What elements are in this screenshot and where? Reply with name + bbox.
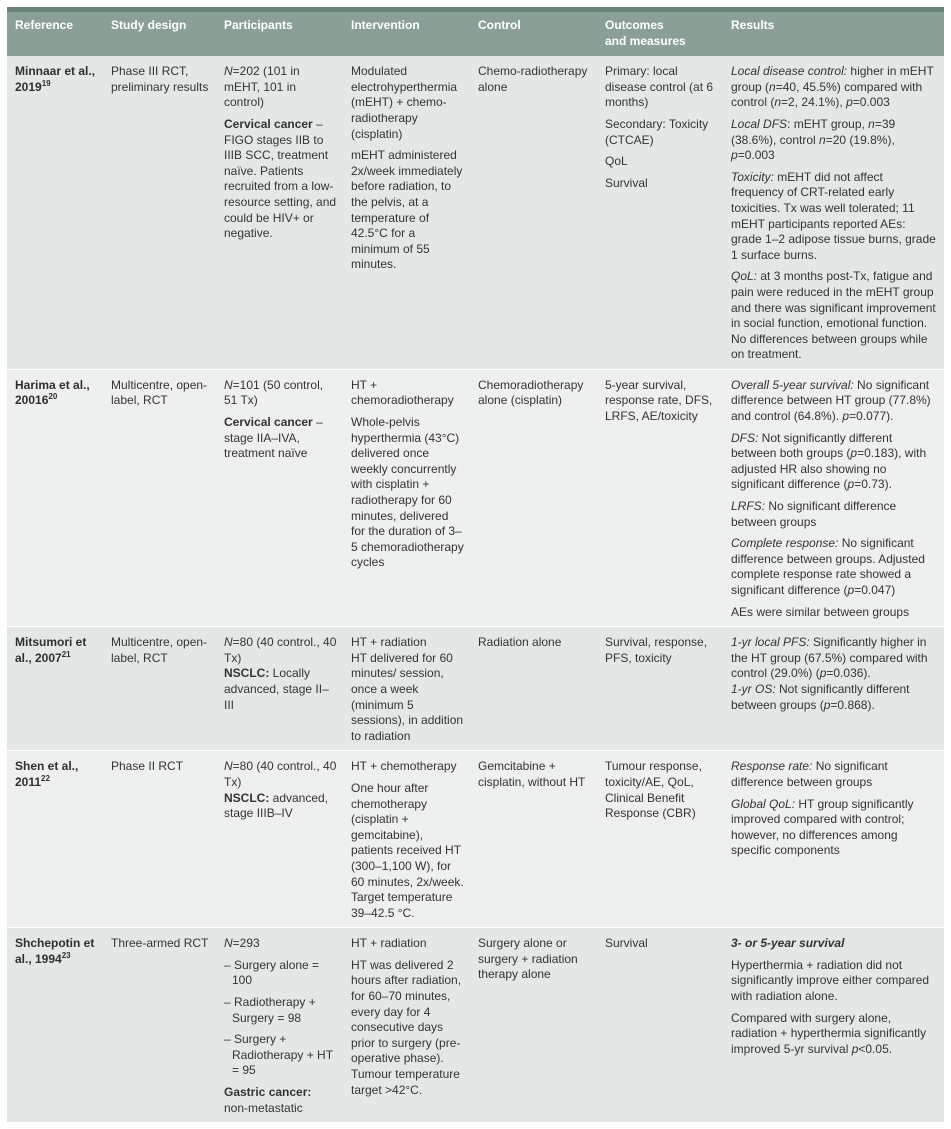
results-cell: 1-yr local PFS: Significantly higher in the HT group (67.5%) compared with control (29.0%) (p=0.036). 1-yr OS: Not significantly different between groups (p=0.868).	[731, 635, 928, 712]
outcomes-cell: Tumour response, toxicity/AE, QoL, Clinical Benefit Response (CBR)	[605, 759, 702, 821]
intervention-cell: HT + radiation HT was delivered 2 hours after radiation, for 60–70 minutes, every day for 4 consecutive days prior to surgery (pre-operative phase). Tumour temperature target >42°C.	[351, 936, 462, 1097]
table-header-row	[7, 10, 944, 57]
intervention-cell: HT + radiation HT delivered for 60 minutes/ session, once a week (minimum 5 sessions), in addition to radiation	[351, 635, 464, 743]
table-row	[7, 751, 944, 927]
participants-cell: N=293 – Surgery alone = 100 – Radiotherapy + Surgery = 98 – Surgery + Radiotherapy + HT = 95 Gastric cancer: non-metastatic	[224, 936, 333, 1115]
header-outcomes: Outcomes and measures	[605, 18, 686, 48]
design-cell: Multicentre, open-label, RCT	[111, 635, 208, 665]
outcomes-cell: Primary: local disease control (at 6 months) Secondary: Toxicity (CTCAE) QoL Survival	[605, 64, 714, 190]
design-cell: Phase II RCT	[111, 759, 184, 774]
control-cell: Surgery alone or surgery + radiation therapy alone	[478, 936, 578, 982]
control-cell: Chemoradiotherapy alone (cisplatin)	[478, 377, 584, 408]
reference-cell: Minnaar et al., 2019$^{19}$	[15, 64, 96, 94]
control-cell: Chemo-radiotherapy alone	[478, 64, 588, 94]
table-row	[7, 627, 944, 750]
results-cell: 3- or 5-year survival Hyperthermia + radiation did not significantly improve either compared with radiation alone. Compared with surgery alone, radiation + hyperthermia significantly improved 5-yr survival p<0.05.	[731, 936, 930, 1056]
table-row	[7, 928, 944, 1122]
reference-cell: Mitsumori et al., 2007$^{21}$	[15, 635, 87, 665]
header-intervention: Intervention	[351, 18, 420, 32]
participants-cell: N=80 (40 control., 40 Tx) NSCLC: advanced, stage IIIB–IV	[224, 759, 337, 821]
results-cell: Overall 5-year survival: No significant difference between HT group (77.8%) and control (64.8%). p=0.077). DFS: Not significantly different between both groups (p=0.183), with adjusted HR also showing no significant difference (p=0.73). LRFS: No significant difference between groups Complete response: No significant difference between groups. Adjusted complete response rate showed a significant difference (p=0.047) AEs were similar between groups	[731, 377, 931, 619]
reference-cell: Shchepotin et al., 1994$^{23}$	[15, 936, 95, 966]
header-study-design: Study design	[111, 18, 187, 32]
outcomes-cell: Survival, response, PFS, toxicity	[605, 635, 708, 665]
participants-cell: N=80 (40 control., 40 Tx) NSCLC: Locally advanced, stage II–III	[224, 635, 337, 712]
design-cell: Phase III RCT, preliminary results	[111, 64, 209, 94]
intervention-cell: HT + chemotherapy One hour after chemotherapy (cisplatin + gemcitabine), patients received HT (300–1,100 W), for 60 minutes, 2x/week. Target temperature 39–42.5 °C.	[351, 759, 464, 920]
intervention-cell: Modulated electrohyperthermia (mEHT) + chemo-radiotherapy (cisplatin) mEHT administered 2x/week immediately before radiation, to the pelvis, at a temperature of 42.5°C for a minimum of 55 minutes.	[351, 64, 463, 272]
header-reference: Reference	[15, 18, 74, 32]
design-cell: Multicentre, open-label, RCT	[111, 377, 208, 408]
study-table	[7, 7, 944, 1122]
outcomes-cell: Survival	[605, 936, 648, 951]
intervention-cell: HT + chemoradiotherapy Whole-pelvis hyperthermia (43°C) delivered once weekly concurrently with cisplatin + radiotherapy for 60 minutes, delivered for the duration of 3–5 chemoradiotherapy cycles	[351, 377, 464, 570]
header-results: Results	[731, 18, 775, 32]
control-cell: Gemcitabine + cisplatin, without HT	[478, 759, 586, 789]
header-participants: Participants	[224, 18, 293, 32]
reference-cell: Harima et al., 20016$^{20}$	[15, 377, 90, 408]
outcomes-cell: 5-year survival, response rate, DFS, LRFS, AE/toxicity	[605, 377, 713, 424]
results-cell: Local disease control: higher in mEHT group (n=40, 45.5%) compared with control (n=2, 24.1%), p=0.003 Local DFS: mEHT group, n=39 (38.6%), control n=20 (19.8%), p=0.003 Toxicity: mEHT did not affect frequency of CRT-related early toxicities. Tx was well tolerated; 11 mEHT participants reported AEs: grade 1–2 adipose tissue burns, grade 1 surface burns. QoL: at 3 months post-Tx, fatigue and pain were reduced in the mEHT group and there was significant improvement in social function, emotional function. No differences between groups while on treatment.	[731, 64, 936, 362]
results-cell: Response rate: No significant difference between groups Global QoL: HT group significantly improved compared with control; however, no differences among specific components	[731, 759, 914, 858]
participants-cell: N=101 (50 control, 51 Tx) Cervical cancer – stage IIA–IVA, treatment naïve	[224, 377, 324, 461]
table-row	[7, 370, 944, 626]
participants-cell: N=202 (101 in mEHT, 101 in control) Cervical cancer – FIGO stages IIB to IIIB SCC, treatment naïve. Patients recruited from a low-resource setting, and could be HIV+ or negative.	[224, 64, 337, 241]
header-control: Control	[478, 18, 521, 32]
reference-cell: Shen et al., 2011$^{22}$	[15, 759, 79, 789]
design-cell: Three-armed RCT	[111, 936, 209, 951]
control-cell: Radiation alone	[478, 635, 562, 650]
table-row	[7, 56, 944, 369]
